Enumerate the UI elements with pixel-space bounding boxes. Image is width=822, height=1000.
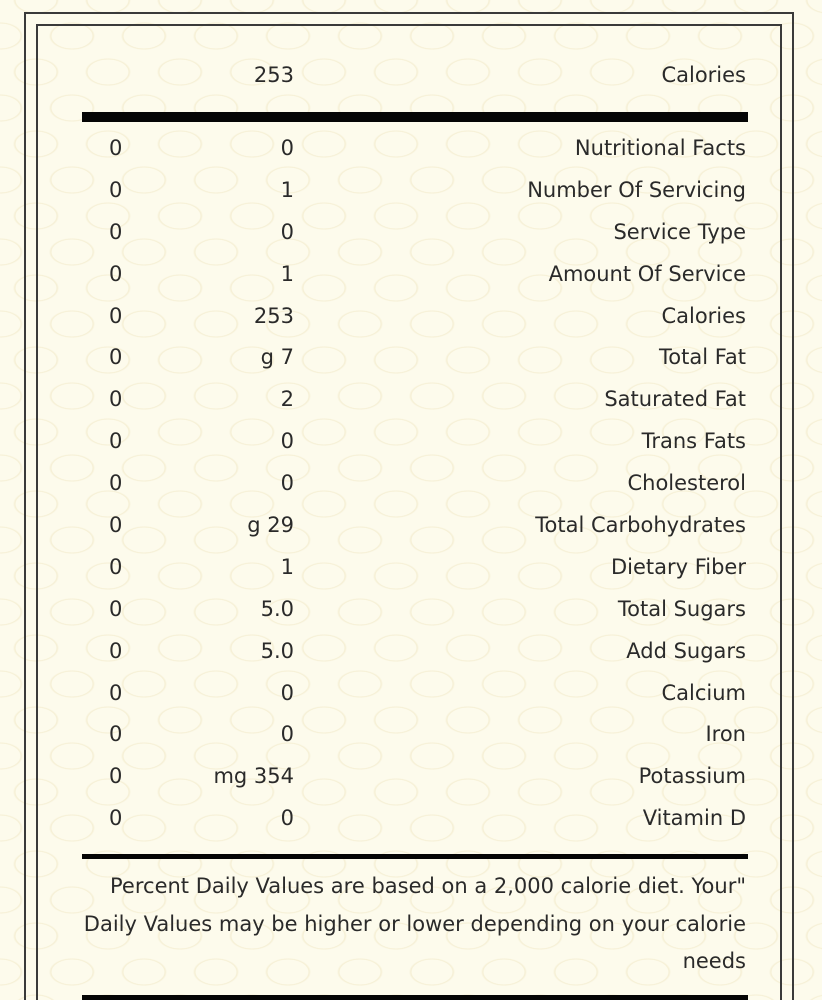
- daily-value: 0: [109, 177, 123, 202]
- nutrient-amount: g 7: [260, 345, 294, 370]
- nutrient-name: Nutritional Facts: [574, 136, 746, 160]
- calories-header: [82, 56, 748, 94]
- nutrient-amount: 0: [280, 219, 294, 244]
- nutrient-row: [82, 673, 748, 715]
- daily-value: 0: [109, 554, 123, 579]
- nutrient-row: [82, 589, 748, 631]
- nutrient-row: [82, 296, 748, 338]
- nutrient-name: Total Sugars: [617, 596, 746, 621]
- daily-value: 0: [109, 219, 123, 244]
- nutrient-amount: 1: [280, 261, 294, 286]
- thick-divider: [82, 112, 748, 122]
- nutrient-row: [82, 505, 748, 547]
- nutrient-row: [82, 714, 748, 756]
- daily-value: 0: [109, 806, 123, 831]
- nutrient-row: [82, 254, 748, 296]
- nutrient-row: [82, 631, 748, 673]
- nutrient-amount: 253: [253, 303, 294, 328]
- nutrient-name: Service Type: [613, 219, 746, 244]
- nutrient-name: Add Sugars: [626, 638, 746, 663]
- nutrient-name: Total Carbohydrates: [535, 513, 746, 538]
- nutrient-amount: 2: [280, 387, 294, 412]
- daily-value: 0: [109, 261, 123, 286]
- nutrient-name: Saturated Fat: [604, 387, 746, 412]
- nutrient-name: Amount Of Service: [548, 261, 746, 286]
- daily-value: 0: [109, 429, 123, 454]
- daily-value: 0: [109, 513, 123, 538]
- nutrient-amount: 0: [280, 722, 294, 747]
- nutrient-name: Number Of Servicing: [527, 177, 746, 202]
- nutrient-amount: 0: [280, 429, 294, 454]
- nutrient-row: [82, 756, 748, 798]
- nutrient-name: Dietary Fiber: [610, 554, 746, 579]
- nutrient-amount: 0: [280, 136, 294, 160]
- nutrient-name: Cholesterol: [627, 471, 746, 496]
- nutrient-amount: 5.0: [260, 638, 294, 663]
- daily-value: 0: [109, 596, 123, 621]
- nutrient-amount: 5.0: [260, 596, 294, 621]
- daily-value: 0: [109, 345, 123, 370]
- calories-header-label: Calories: [661, 63, 746, 87]
- nutrient-name: Total Fat: [659, 345, 746, 370]
- daily-value: 0: [109, 722, 123, 747]
- nutrient-amount: 0: [280, 471, 294, 496]
- daily-value: 0: [109, 638, 123, 663]
- daily-value: 0: [109, 764, 123, 789]
- nutrient-row: [82, 547, 748, 589]
- nutrient-row: [82, 421, 748, 463]
- nutrient-amount: 1: [280, 554, 294, 579]
- nutrient-row: [82, 170, 748, 212]
- daily-value-footnote: Percent Daily Values are based on a 2,000 calorie diet. Your" Daily Values may be higher or lower depending on your calorie needs: [83, 874, 746, 973]
- bottom-divider: [82, 995, 748, 1000]
- nutrient-name: Iron: [705, 722, 746, 747]
- daily-value: 0: [109, 680, 123, 705]
- nutrient-row: [82, 379, 748, 421]
- daily-value: 0: [109, 471, 123, 496]
- nutrient-amount: 0: [280, 680, 294, 705]
- nutrient-name: Trans Fats: [641, 429, 746, 454]
- nutrient-row: [82, 128, 748, 170]
- nutrient-name: Potassium: [638, 764, 746, 789]
- nutrient-row: [82, 212, 748, 254]
- nutrient-amount: 1: [280, 177, 294, 202]
- daily-value: 0: [109, 303, 123, 328]
- nutrient-row: [82, 463, 748, 505]
- nutrient-amount: 0: [280, 806, 294, 831]
- nutrient-list: [82, 128, 748, 840]
- divider: [82, 854, 748, 859]
- nutrient-name: Vitamin D: [642, 806, 746, 831]
- nutrient-name: Calories: [661, 303, 746, 328]
- daily-value: 0: [109, 136, 123, 160]
- calories-header-amount: 253: [253, 63, 294, 87]
- nutrient-amount: g 29: [247, 513, 294, 538]
- nutrient-name: Calcium: [661, 680, 746, 705]
- nutrient-row: [82, 337, 748, 379]
- nutrient-row: [82, 798, 748, 840]
- daily-value: 0: [109, 387, 123, 412]
- nutrient-amount: mg 354: [213, 764, 294, 789]
